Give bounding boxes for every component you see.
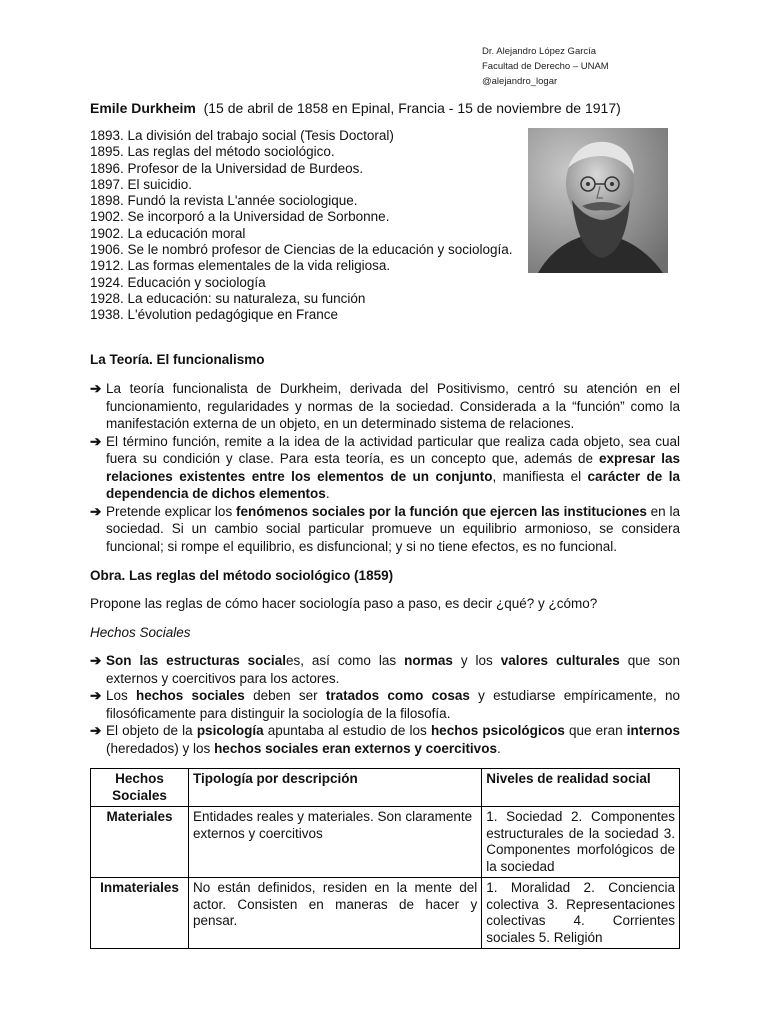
text-bold: internos [626,723,681,738]
list-item [90,722,680,757]
text-run: (heredados) y los [106,740,215,756]
table-row [91,878,680,949]
text-run: . [496,740,501,756]
arrow-icon: ➔ [90,503,102,519]
table-cell-desc: Entidades reales y materiales. Son claramente externos y coercitivos [188,807,481,878]
timeline-item: 1928. La educación: su naturaleza, su función [90,290,366,306]
author-name: Dr. Alejandro López García [482,46,597,57]
bullet-text [106,687,680,722]
timeline-item: 1893. La división del trabajo social (Tesis Doctoral) [90,128,394,143]
timeline-item: 1938. L'évolution pedagógique en France [90,307,339,323]
timeline-list [90,128,513,324]
bullet-text [106,722,680,757]
list-item [90,380,680,433]
text-run: en la sociedad. Si un cambio social particular promueve un equilibrio armonioso, se considera funcional; si rompe el equilibrio, es disfuncional; y si no tiene efectos, es no funcional. [106,503,680,554]
document-header [482,44,609,89]
text-run: apuntaba al estudio de los [263,723,431,738]
hechos-sociales-table [90,768,680,949]
arrow-icon: ➔ [90,688,102,703]
hechos-bullets [90,652,680,757]
text-run: Los [106,688,137,703]
bullet-text [106,433,680,503]
portrait-illustration [528,128,668,273]
table-cell-type: Materiales [91,807,189,878]
author-handle: @alejandro_logar [482,76,558,87]
title-name: Emile Durkheim [90,100,196,116]
arrow-icon: ➔ [90,433,102,449]
text-bold: hechos psicológicos [430,723,565,738]
bullet-text [106,503,680,556]
text-bold: fenómenos sociales por la función que ejercen las instituciones [236,503,647,519]
text-run: , manifiesta el [492,468,588,484]
text-bold: carácter de la dependencia de dichos elementos [106,468,680,501]
table-row [91,807,680,878]
text-run: El objeto de la [106,723,197,738]
text-bold: tratados como cosas [325,688,470,703]
text-bold: normas [404,653,453,668]
text-run: y estudiarse empíricamente, no filosóficamente para distinguir la sociología de la filosofía. [106,688,681,721]
table-header-row [91,769,680,807]
list-item [90,433,680,503]
arrow-icon: ➔ [90,653,102,668]
text-bold: hechos sociales eran externos y coercitivos [214,740,497,756]
timeline-item: 1906. Se le nombró profesor de Ciencias de la educación y sociología. [90,242,513,258]
timeline-item: 1912. Las formas elementales de la vida religiosa. [90,258,391,274]
text-bold: valores culturales [500,653,620,668]
text-run: y los [452,653,501,668]
text-run: que eran [564,723,627,738]
text-run: que son externos y coercitivos para los actores. [106,653,681,686]
text-bold: Son las estructuras social [106,653,286,668]
faculty-name: Facultad de Derecho – UNAM [482,61,609,72]
bullet-text: La teoría funcionalista de Durkheim, derivada del Positivismo, centró su atención en el funcionamiento, regularidades y normas de la sociedad. Considerada a la “función” como la manifestación externa de un objeto, en un determinado sistema de relaciones. [106,381,680,431]
text-bold: psicología [196,723,264,738]
table-cell-desc: No están definidos, residen en la mente del actor. Consisten en maneras de hacer y pensar. [188,878,481,949]
text-run: es, así como las [285,653,405,668]
text-bold: hechos sociales [136,688,245,703]
bullet-text [106,652,680,687]
obra-intro: Propone las reglas de cómo hacer sociología paso a paso, es decir ¿qué? y ¿cómo? [90,596,598,611]
list-item [90,503,680,556]
timeline-item: 1902. Se incorporó a la Universidad de Sorbonne. [90,209,390,225]
timeline-item: 1896. Profesor de la Universidad de Burdeos. [90,160,364,176]
theory-bullets [90,380,680,555]
hechos-sociales-subheading: Hechos Sociales [90,625,191,640]
text-run: deben ser [244,688,326,703]
timeline-item: 1924. Educación y sociología [90,274,266,290]
timeline-item: 1895. Las reglas del método sociológico. [90,144,335,160]
timeline-item: 1902. La educación moral [90,225,246,241]
list-item [90,687,680,722]
timeline-item: 1897. El suicidio. [90,176,193,192]
title-dates: (15 de abril de 1858 en Epinal, Francia - 15 de noviembre de 1917) [203,100,621,116]
text-run: Pretende explicar los [106,503,236,519]
table-header-cell: Niveles de realidad social [482,769,680,807]
text-run: . [325,486,330,501]
list-item [90,652,680,687]
table-cell-levels: 1. Moralidad 2. Conciencia colectiva 3. Representaciones colectivas 4. Corrientes sociales 5. Religión [482,878,680,949]
timeline-item: 1898. Fundó la revista L'année sociologique. [90,193,358,209]
portrait-photo [528,128,668,273]
arrow-icon: ➔ [90,723,102,738]
theory-heading: La Teoría. El funcionalismo [90,352,265,367]
table-header-cell: Tipología por descripción [188,769,481,807]
table-cell-type: Inmateriales [91,878,189,949]
page-title [90,100,621,116]
table-header-cell: Hechos Sociales [91,769,189,807]
obra-heading: Obra. Las reglas del método sociológico (1859) [90,568,394,583]
text-run: El término función, remite a la idea de la actividad particular que realiza cada objeto, sea cual fuera su condición y clase. Para esta teoría, es un concepto que, además de [106,433,680,466]
table-cell-levels: 1. Sociedad 2. Componentes estructurales de la sociedad 3. Componentes morfológicos de la sociedad [482,807,680,878]
arrow-icon: ➔ [90,381,102,396]
text-bold: expresar las relaciones existentes entre los elementos de un conjunto [106,451,680,484]
